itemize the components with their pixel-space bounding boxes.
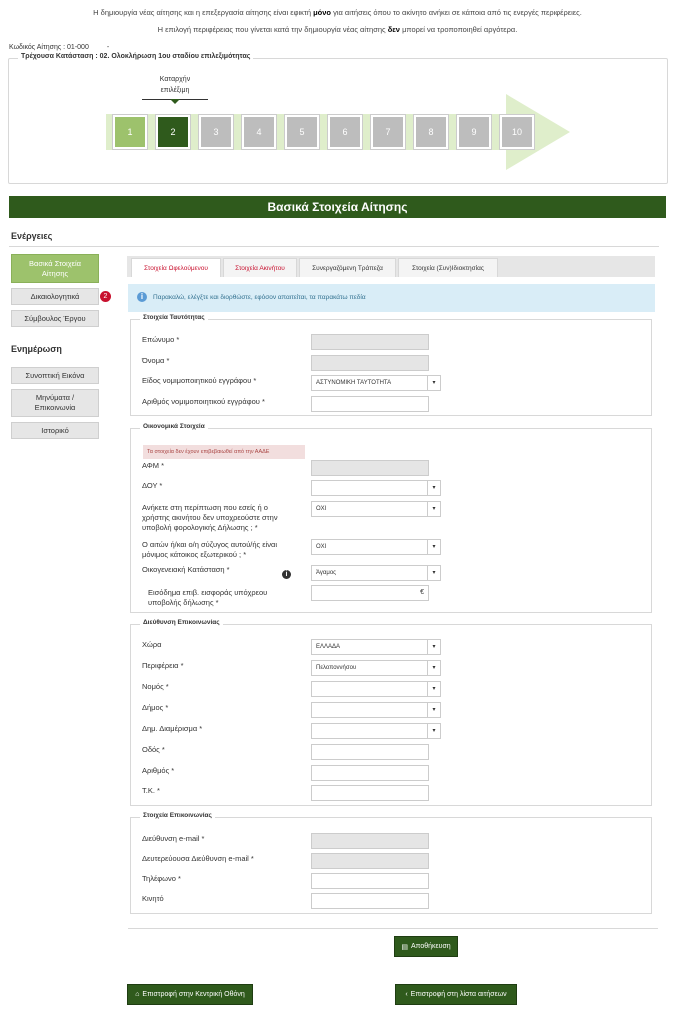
tab-ownership[interactable]: Στοιχεία (Συν)Ιδιοκτησίας <box>398 258 498 277</box>
nav-consultant-button[interactable]: Σύμβουλος Έργου <box>11 310 99 327</box>
phone-label: Τηλέφωνο * <box>142 874 181 883</box>
afm-label: ΑΦΜ * <box>142 461 165 470</box>
form-divider <box>128 928 658 929</box>
nav-basic-info-button[interactable]: Βασικά Στοιχεία Αίτησης <box>11 254 99 283</box>
stage-step-5: 5 <box>285 115 319 149</box>
doc-type-select[interactable]: ΑΣΤΥΝΟΜΙΚΗ ΤΑΥΤΟΤΗΤΑ ▾ <box>311 375 441 391</box>
financial-legend: Οικονομικά Στοιχεία <box>140 423 208 430</box>
actions-divider <box>9 246 659 247</box>
doc-number-label: Αριθμός νομιμοποιητικού εγγράφου * <box>142 397 265 406</box>
documents-count-badge: 2 <box>100 291 111 302</box>
euro-symbol: € <box>420 589 424 596</box>
abroad-resident-select[interactable]: ΟΧΙ ▾ <box>311 539 441 555</box>
tab-bank[interactable]: Συνεργαζόμενη Τράπεζα <box>299 258 396 277</box>
email2-label: Δευτερεύουσα Διεύθυνση e-mail * <box>142 854 254 863</box>
country-select[interactable]: ΕΛΛΑΔΑ ▾ <box>311 639 441 655</box>
chevron-down-icon: ▾ <box>427 640 440 654</box>
nav-documents-button[interactable]: Δικαιολογητικά <box>11 288 99 305</box>
stage-step-8: 8 <box>414 115 448 149</box>
municipality-label: Δήμος * <box>142 703 169 712</box>
nav-overview-button[interactable]: Συνοπτική Εικόνα <box>11 367 99 384</box>
district-label: Δημ. Διαμέρισμα * <box>142 724 203 733</box>
doy-label: ΔΟΥ * <box>142 481 163 490</box>
chevron-down-icon: ▾ <box>427 376 440 390</box>
stage-callout: Καταρχήν επιλέξιμη <box>159 76 191 94</box>
street-label: Οδός * <box>142 745 165 754</box>
phone-field[interactable] <box>311 873 429 889</box>
chevron-down-icon: ▾ <box>427 540 440 554</box>
application-code: Κωδικός Αίτησης : 01-000 - <box>9 44 110 51</box>
actions-heading: Ενέργειες <box>11 231 53 241</box>
income-field[interactable] <box>311 585 429 601</box>
abroad-resident-label: Ο αιτών ή/και ο/η σύζυγος αυτού/ής είναι μόνιμος κάτοικος εξωτερικού ; * <box>142 540 278 559</box>
address-legend: Διεύθυνση Επικοινωνίας <box>140 619 223 626</box>
chevron-down-icon: ▾ <box>427 502 440 516</box>
surname-label: Επώνυμο * <box>142 335 180 344</box>
back-home-button[interactable]: ⌂ Επιστροφή στην Κεντρική Οθόνη <box>127 984 253 1005</box>
save-icon: ▤ <box>401 943 408 951</box>
stage-step-6: 6 <box>328 115 362 149</box>
tab-beneficiary[interactable]: Στοιχεία Ωφελούμενου <box>131 258 221 277</box>
chevron-down-icon: ▾ <box>427 566 440 580</box>
notice-region-locked: Η επιλογή περιφέρειας που γίνεται κατά την δημιουργία νέας αίτησης δεν μπορεί να τροποποιηθεί αργότερα. <box>157 25 518 34</box>
callout-pointer-icon <box>170 99 180 104</box>
mobile-field[interactable] <box>311 893 429 909</box>
district-select[interactable] <box>311 723 441 739</box>
chevron-down-icon: ▾ <box>427 724 440 738</box>
municipality-select[interactable] <box>311 702 441 718</box>
street-number-field[interactable] <box>311 765 429 781</box>
stage-step-2: 2 <box>156 115 190 149</box>
postal-code-field[interactable] <box>311 785 429 801</box>
stage-step-1: 1 <box>113 115 147 149</box>
save-button[interactable]: ▤ Αποθήκευση <box>394 936 458 957</box>
info-icon[interactable]: i <box>282 570 291 579</box>
afm-field[interactable] <box>311 460 429 476</box>
mobile-label: Κινητό <box>142 894 164 903</box>
region-select[interactable]: Πελοποννήσου ▾ <box>311 660 441 676</box>
doc-type-label: Είδος νομιμοποιητικού εγγράφου * <box>142 376 257 385</box>
prefecture-label: Νομός * <box>142 682 169 691</box>
doc-number-field[interactable] <box>311 396 429 412</box>
info-heading: Ενημέρωση <box>11 344 62 354</box>
stage-step-10: 10 <box>500 115 534 149</box>
region-label: Περιφέρεια * <box>142 661 184 670</box>
income-label: Εισόδημα επιβ. εισφοράς υπόχρεου υποβολής δήλωσης * <box>148 588 268 607</box>
back-to-list-button[interactable]: ‹ Επιστροφή στη λίστα αιτήσεων <box>395 984 517 1005</box>
chevron-left-icon: ‹ <box>405 991 408 998</box>
stage-step-3: 3 <box>199 115 233 149</box>
chevron-down-icon: ▾ <box>427 661 440 675</box>
name-label: Όνομα * <box>142 356 170 365</box>
no-tax-return-select[interactable]: ΟΧΙ ▾ <box>311 501 441 517</box>
status-legend: Τρέχουσα Κατάσταση : 02. Ολοκλήρωση 1ου σταδίου επιλεξιμότητας <box>18 53 253 60</box>
no-tax-return-label: Ανήκετε στη περίπτωση που εσείς ή ο χρήστης ακινήτου δεν υποχρεούστε στην υποβολή φορολογικής Δήλωσης ; * <box>142 503 278 532</box>
doy-select[interactable] <box>311 480 441 496</box>
notice-active-regions: Η δημιουργία νέας αίτησης και η επεξεργασία αίτησης είναι εφικτή μόνο για αιτήσεις όπου το ακίνητο ανήκει σε κάποια από τις ενεργές περιφέρειες. <box>93 8 582 17</box>
postal-code-label: Τ.Κ. * <box>142 786 160 795</box>
info-alert: i Παρακαλώ, ελέγξτε και διορθώστε, εφόσον απαιτείται, τα παρακάτω πεδία <box>128 284 655 312</box>
email-field[interactable] <box>311 833 429 849</box>
nav-history-button[interactable]: Ιστορικό <box>11 422 99 439</box>
stage-step-4: 4 <box>242 115 276 149</box>
chevron-down-icon: ▾ <box>427 682 440 696</box>
street-field[interactable] <box>311 744 429 760</box>
prefecture-select[interactable] <box>311 681 441 697</box>
surname-field[interactable] <box>311 334 429 350</box>
family-status-select[interactable]: Άγαμος ▾ <box>311 565 441 581</box>
home-icon: ⌂ <box>135 991 140 998</box>
chevron-down-icon: ▾ <box>427 703 440 717</box>
tab-property[interactable]: Στοιχεία Ακινήτου <box>223 258 297 277</box>
info-icon: i <box>137 292 147 302</box>
stage-step-9: 9 <box>457 115 491 149</box>
email-label: Διεύθυνση e-mail * <box>142 834 205 843</box>
chevron-down-icon: ▾ <box>427 481 440 495</box>
email2-field[interactable] <box>311 853 429 869</box>
country-label: Χώρα <box>142 640 162 649</box>
stage-step-7: 7 <box>371 115 405 149</box>
street-number-label: Αριθμός * <box>142 766 175 775</box>
identity-legend: Στοιχεία Ταυτότητας <box>140 314 208 321</box>
page-title: Βασικά Στοιχεία Αίτησης <box>9 196 666 218</box>
nav-messages-button[interactable]: Μηνύματα / Επικοινωνία <box>11 389 99 417</box>
name-field[interactable] <box>311 355 429 371</box>
family-status-label: Οικογενειακή Κατάσταση * <box>142 565 230 574</box>
contact-legend: Στοιχεία Επικοινωνίας <box>140 812 215 819</box>
aade-warning: Τα στοιχεία δεν έχουν επιβεβαιωθεί από την ΑΑΔΕ <box>143 445 305 459</box>
